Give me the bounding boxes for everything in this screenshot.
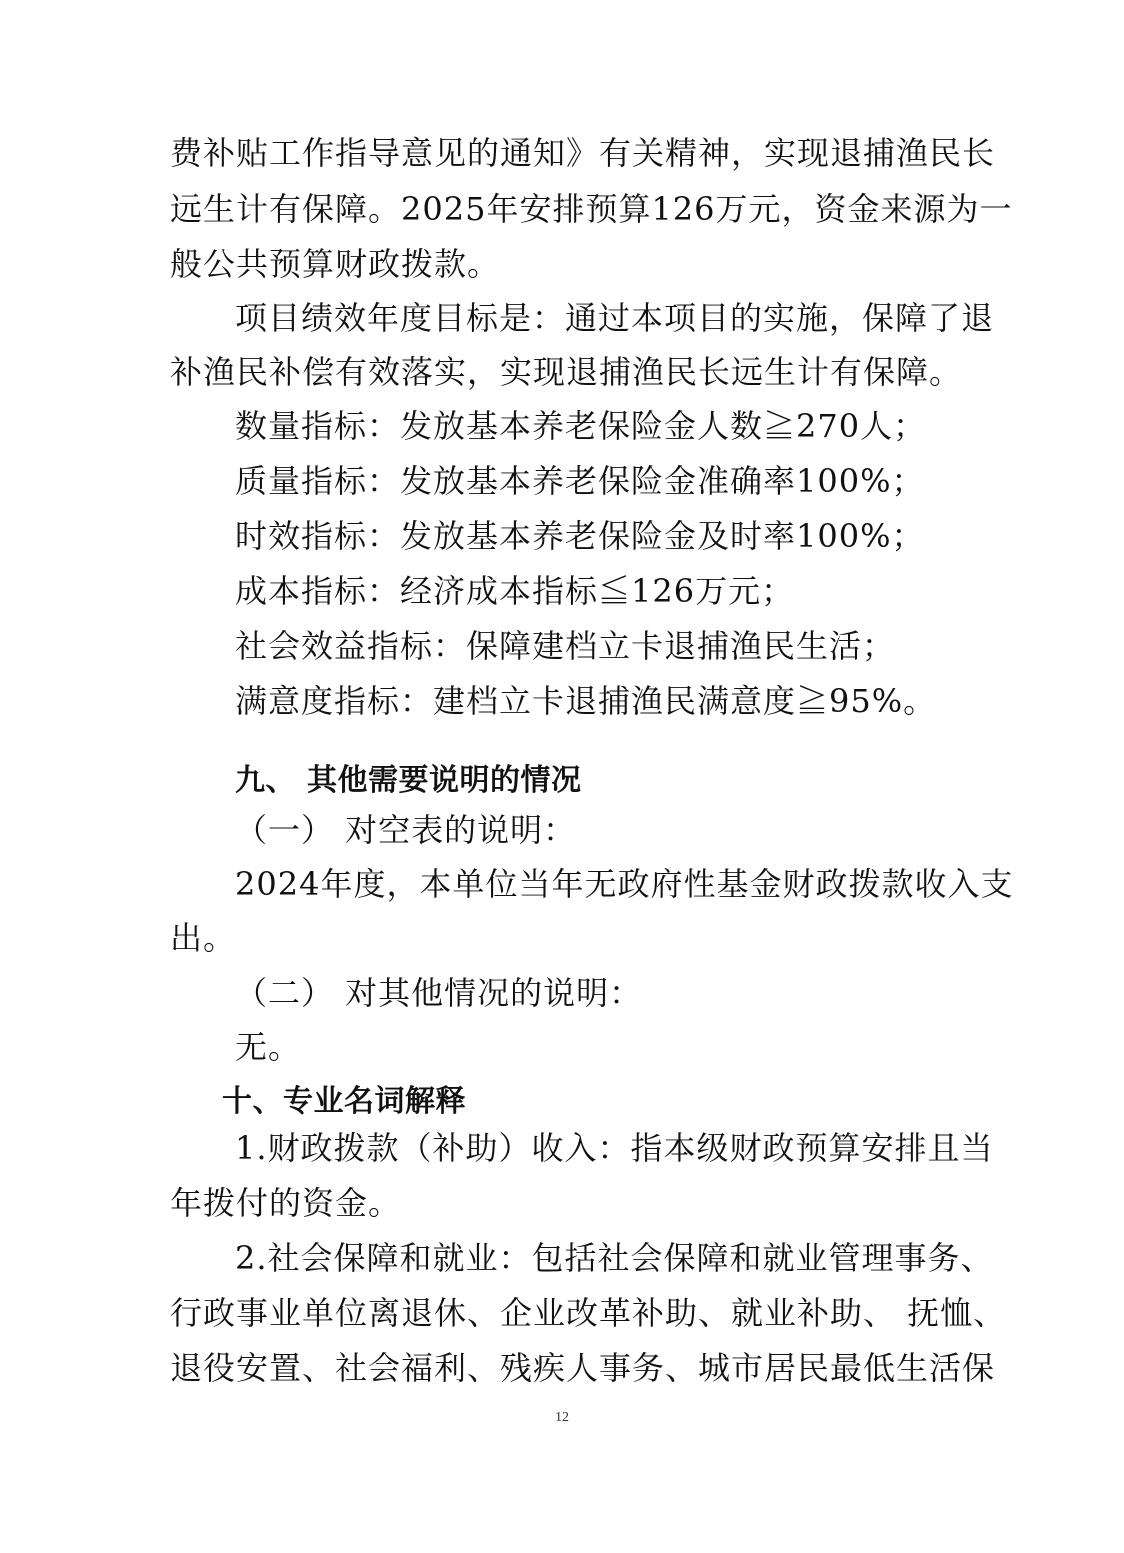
indicator-quantity: 数量指标：发放基本养老保险金人数≧270人； xyxy=(235,407,927,445)
definition-line: 行政事业单位离退休、企业改革补助、就业补助、 抚恤、 xyxy=(170,1294,1007,1332)
paragraph-line: 无。 xyxy=(235,1028,302,1066)
paragraph-line: 般公共预算财政拨款。 xyxy=(170,245,501,283)
section-heading-9: 九、 其他需要说明的情况 xyxy=(235,763,582,798)
definition-line: 2.社会保障和就业：包括社会保障和就业管理事务、 xyxy=(235,1239,994,1277)
indicator-satisfaction: 满意度指标：建档立卡退捕渔民满意度≧95%。 xyxy=(235,682,937,720)
indicator-social-benefit: 社会效益指标：保障建档立卡退捕渔民生活； xyxy=(235,627,896,665)
definition-line: 年拨付的资金。 xyxy=(170,1184,402,1222)
indicator-cost: 成本指标：经济成本指标≦126万元； xyxy=(235,572,795,610)
paragraph-line: 项目绩效年度目标是：通过本项目的实施，保障了退 xyxy=(235,299,995,337)
subsection-heading: （一） 对空表的说明： xyxy=(235,811,577,849)
definition-line: 1.财政拨款（补助）收入：指本级财政预算安排且当 xyxy=(235,1129,994,1167)
indicator-quality: 质量指标：发放基本养老保险金准确率100%； xyxy=(235,462,925,500)
subsection-heading: （二） 对其他情况的说明： xyxy=(235,974,643,1012)
paragraph-line: 出。 xyxy=(170,919,237,957)
definition-line: 退役安置、社会福利、残疾人事务、城市居民最低生活保 xyxy=(170,1349,996,1387)
section-heading-10: 十、专业名词解释 xyxy=(222,1084,466,1119)
paragraph-line: 费补贴工作指导意见的通知》有关精神，实现退捕渔民长 xyxy=(170,134,996,172)
paragraph-line: 2024年度，本单位当年无政府性基金财政拨款收入支 xyxy=(235,865,1014,903)
paragraph-line: 补渔民补偿有效落实，实现退捕渔民长远生计有保障。 xyxy=(170,353,963,391)
page-number: 12 xyxy=(555,1410,569,1425)
paragraph-line: 远生计有保障。2025年安排预算126万元，资金来源为一 xyxy=(170,190,1013,228)
indicator-timeliness: 时效指标：发放基本养老保险金及时率100%； xyxy=(235,517,925,555)
